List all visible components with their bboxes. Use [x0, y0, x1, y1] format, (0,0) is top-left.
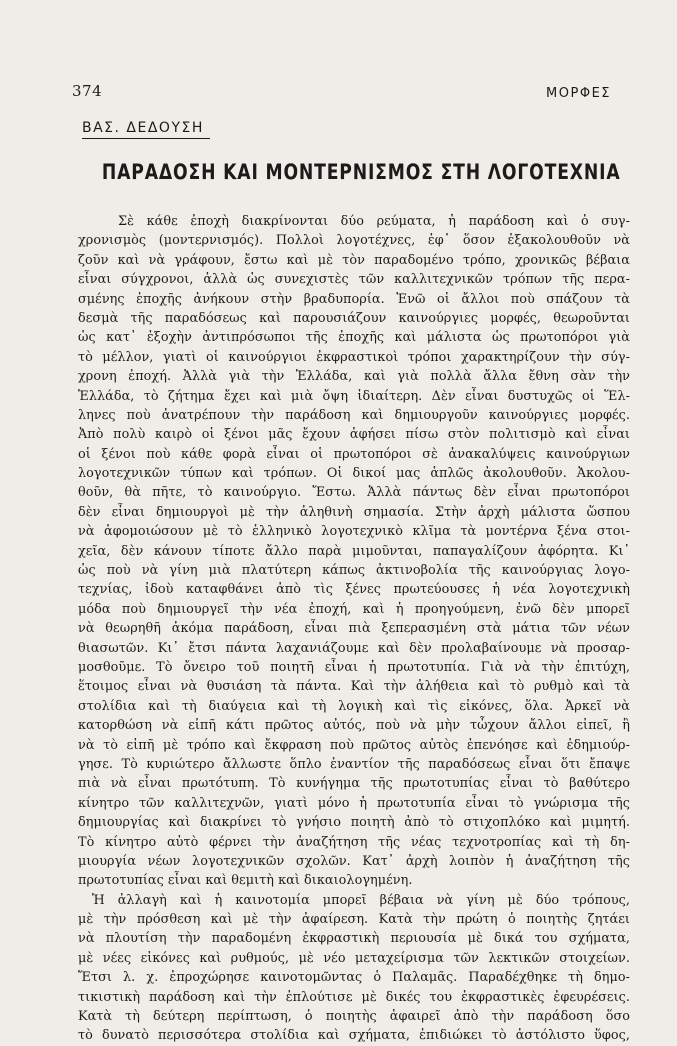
- text-line: δὲν εἶναι δημιουργοὶ μὲ τὴν ἀληθινὴ σημασία. Στὴν ἀρχὴ μάλιστα ὥσπου: [78, 504, 630, 520]
- text-line: μὲ νέες εἰκόνες καὶ ρυθμούς, μὲ νέο μεταχείρισμα τῶν λεκτικῶν στοιχείων.: [78, 950, 630, 966]
- text-line: οἱ ξένοι ποὺ κάθε φορὰ εἶναι οἱ πρωτοπόροι σὲ ἀνακαλύψεις καινούργιων: [78, 446, 630, 462]
- author-name: ΒΑΣ. ΔΕΔΟΥΣΗ: [82, 120, 210, 139]
- text-line: χρονη ἐποχή. Ἀλλὰ γιὰ τὴν Ἑλλάδα, καὶ γιὰ πολλὰ ἄλλα ἔθνη σὰν τὴν: [78, 369, 630, 385]
- text-line: χεῖα, δὲν κάνουν τίποτε ἄλλο παρὰ μιμοῦνται, παπαγαλίζουν ἀφόρητα. Κι᾿: [78, 543, 630, 559]
- text-line: πιὰ νὰ εἶναι πρωτότυπη. Τὸ κυνήγημα τῆς πρωτοτυπίας εἶναι τὸ βαθύτερο: [78, 776, 630, 792]
- text-line: ὡς ποὺ νὰ γίνη μιὰ πλατύτερη κάπως ἀκτινοβολία τῆς καινούργιας λογο-: [78, 563, 630, 579]
- text-line: τὸ δυνατὸ περισσότερα στολίδια καὶ σχήματα, ἐπιδιώκει τὸ ἀστόλιστο ὕφος,: [78, 1028, 630, 1044]
- text-line: μοσθοῦμε. Τὸ ὄνειρο τοῦ ποιητῆ εἶναι ἡ πρωτοτυπία. Γιὰ νὰ τὴν ἐπιτύχη,: [78, 659, 630, 675]
- text-line: τικιστικὴ παράδοση καὶ τὴν ἐπλούτισε μὲ δικές του ἐκφραστικὲς ἐφευρέσεις.: [78, 989, 630, 1005]
- text-line: Κατὰ τὴ δεύτερη περίπτωση, ὁ ποιητὴς ἀφαιρεῖ ἀπὸ τὴν παράδοση ὅσο: [78, 1009, 630, 1025]
- text-line: τεχνίας, ἰδοὺ καταφθάνει ἀπὸ τὶς ξένες πρωτεύουσες ἡ νέα λογοτεχνικὴ: [78, 582, 630, 598]
- text-line: μὲ τὴν πρόσθεση καὶ μὲ τὴν ἀφαίρεση. Κατὰ τὴν πρώτη ὁ ποιητὴς ζητάει: [78, 912, 630, 928]
- text-line: κίνητρο τῶν καλλιτεχνῶν, γιατὶ μόνο ἡ πρωτοτυπία εἶναι τὸ γνώρισμα τῆς: [78, 795, 630, 811]
- text-line: χρονισμὸς (μοντερνισμός). Πολλοὶ λογοτέχνες, ἐφ᾿ ὅσον ἐξακολουθοῦν νὰ: [78, 233, 630, 249]
- text-line: λογοτεχνικῶν τύπων καὶ τρόπων. Οἱ δικοί μας ἁπλῶς ἀκολουθοῦν. Ἀκολου-: [78, 466, 630, 482]
- text-line: Ἑλλάδα, τὸ ζήτημα ἔχει καὶ μιὰ ὄψη ἰδιαίτερη. Δὲν εἶναι δυστυχῶς οἱ Ἕλ-: [78, 388, 630, 404]
- text-line: ζοῦν καὶ νὰ γράφουν, ἔστω καὶ μὲ τὸν παραδομένο τρόπο, χρονικῶς βέβαια: [78, 252, 630, 268]
- text-line: νὰ πλουτίση τὴν παραδομένη ἐκφραστικὴ περιουσία μὲ δικά του σχήματα,: [78, 931, 630, 947]
- text-line: σμένης ἐποχῆς ἀνήκουν στὴν βραδυπορία. Ἐνῶ οἱ ἄλλοι ποὺ σπάζουν τὰ: [78, 291, 630, 307]
- text-line: νὰ τὸ εἰπῆ μὲ τρόπο καὶ ἔκφραση ποὺ πρῶτος αὐτὸς ἐπενόησε καὶ ἐδημιούρ-: [78, 737, 630, 753]
- text-line: τὸ μέλλον, γιατὶ οἱ καινούργιοι ἐκφραστικοὶ τρόποι χαρακτηρίζουν τὴν σύγ-: [78, 349, 630, 365]
- text-line: Ἔτσι λ. χ. ἐπροχώρησε καινοτομῶντας ὁ Παλαμᾶς. Παραδέχθηκε τὴ δημο-: [78, 970, 630, 986]
- text-line: νὰ ἀφομοιώσουν μὲ τὸ ἑλληνικὸ λογοτεχνικὸ κλῖμα τὰ μοντέρνα ξένα στοι-: [78, 524, 630, 540]
- text-line: στολίδια καὶ τὴ διαύγεια καὶ τὴ λογικὴ καὶ τὶς εἰκόνες, ὅλα. Ἀρκεῖ νὰ: [78, 698, 630, 714]
- text-line: Σὲ κάθε ἐποχὴ διακρίνονται δύο ρεύματα, ἡ παράδοση καὶ ὁ συγ-: [118, 214, 630, 229]
- journal-title: ΜΟΡΦΕΣ: [546, 86, 611, 101]
- text-line: μόδα ποὺ δημιουργεῖ τὴν νέα ἐποχή, καὶ ἡ προηγούμενη, ἐνῶ δὲν μπορεῖ: [78, 601, 630, 617]
- text-line: Τὸ κίνητρο αὐτὸ φέρνει τὴν ἀναζήτηση τῆς νέας τεχνοτροπίας καὶ τὴ δη-: [78, 834, 630, 850]
- text-line: θοῦν, θὰ πῆτε, τὸ καινούργιο. Ἔστω. Ἀλλὰ πάντως δὲν εἶναι πρωτοπόροι: [78, 485, 630, 501]
- text-line: δεσμὰ τῆς παραδόσεως καὶ παρουσιάζουν καινούργιες μορφές, θεωροῦνται: [78, 310, 630, 326]
- article-body: [78, 212, 630, 1046]
- text-line: ληνες ποὺ ἀνατρέπουν τὴν παράδοση καὶ δημιουργοῦν καινούργιες μορφές.: [78, 407, 630, 423]
- text-line: ἕτοιμος εἶναι νὰ θυσιάση τὰ πάντα. Καὶ τὴν ἀλήθεια καὶ τὸ ρυθμὸ καὶ τὰ: [78, 679, 630, 695]
- text-line: μιουργία νέων λογοτεχνικῶν σχολῶν. Κατ᾿ ἀρχὴ λοιπὸν ἡ ἀναζήτηση τῆς: [78, 853, 630, 869]
- article-title: ΠΑΡΑΔΟΣΗ ΚΑΙ ΜΟΝΤΕΡΝΙΣΜΟΣ ΣΤΗ ΛΟΓΟΤΕΧΝΙΑ: [101, 160, 621, 184]
- text-line: γησε. Τὸ κυριώτερο ἄλλωστε ὅπλο ἐναντίον τῆς παραδόσεως εἶναι ὅτι ἔπαψε: [78, 756, 630, 772]
- text-line: νὰ θεωρηθῆ ἀκόμα παράδοση, εἶναι πιὰ ξεπερασμένη στὰ μάτια τῶν νέων: [78, 621, 630, 637]
- text-line: θιασωτῶν. Κι᾿ ἔτσι πάντα λαχανιάζουμε καὶ δὲν προλαβαίνουμε νὰ προσαρ-: [78, 640, 630, 656]
- text-line: δημιουργίας καὶ διακρίνει τὸ γνήσιο ποιητὴ ἀπὸ τὸ στιχοπλόκο καὶ μιμητή.: [78, 815, 630, 831]
- text-line: Ἡ ἀλλαγὴ καὶ ἡ καινοτομία μπορεῖ βέβαια νὰ γίνη μὲ δύο τρόπους,: [92, 892, 630, 908]
- text-line: ὡς κατ᾿ ἐξοχὴν ἀντιπρόσωποι τῆς ἐποχῆς καὶ μάλιστα ὡς πρωτοπόροι γιὰ: [78, 330, 630, 346]
- text-line: εἶναι σύγχρονοι, ἀλλὰ ὡς συνεχιστὲς τῶν καλλιτεχνικῶν τρόπων τῆς περα-: [78, 272, 630, 288]
- text-line: κατορθώση νὰ εἰπῆ κάτι πρῶτος αὐτός, ποὺ νὰ μὴν τὦχουν ἄλλοι εἰπεῖ, ἢ: [78, 718, 630, 734]
- text-line: Ἀπὸ πολὺ καιρὸ οἱ ξένοι μᾶς ἔχουν ἀφήσει πίσω στὸν πολιτισμὸ καὶ εἶναι: [78, 427, 630, 443]
- page-number: 374: [72, 82, 103, 100]
- text-line: πρωτοτυπίας εἶναι καὶ θεμιτὴ καὶ δικαιολογημένη.: [78, 873, 413, 889]
